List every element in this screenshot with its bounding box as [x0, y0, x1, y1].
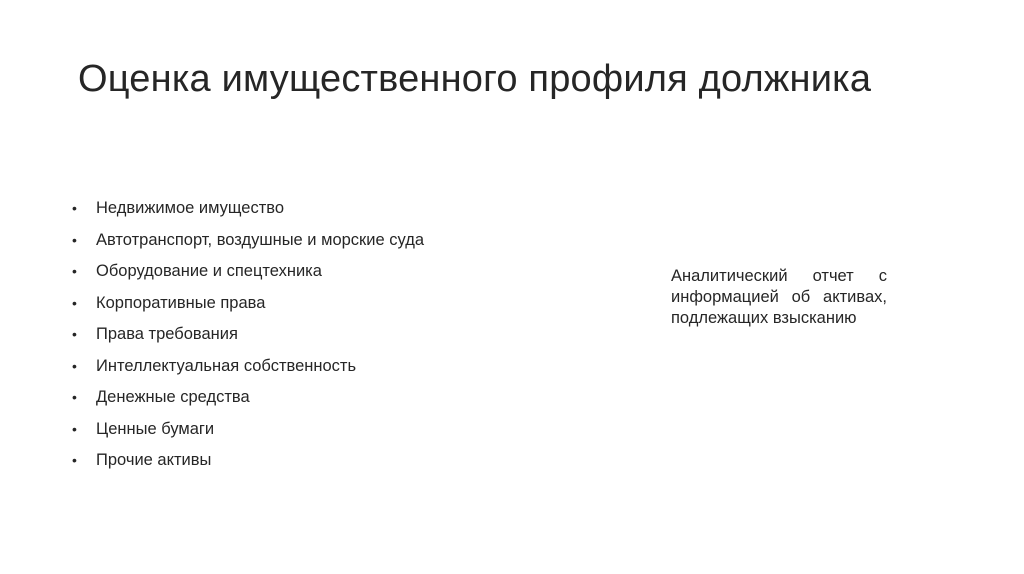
- bullet-icon: •: [72, 389, 77, 405]
- list-item: [72, 420, 552, 452]
- bullet-icon: •: [72, 200, 77, 216]
- list-item-label: Ценные бумаги: [96, 419, 215, 438]
- bullet-icon: •: [72, 420, 77, 437]
- list-item-label: Недвижимое имущество: [96, 199, 285, 217]
- list-item: [72, 451, 552, 483]
- bullet-icon: •: [72, 452, 77, 468]
- list-item: [72, 294, 552, 326]
- bullet-icon: •: [72, 263, 77, 279]
- list-item-label: Права требования: [96, 325, 238, 343]
- list-item-label: Прочие активы: [96, 451, 212, 469]
- list-item: [72, 357, 552, 389]
- bullet-icon: •: [72, 231, 77, 248]
- list-item-label: Корпоративные права: [96, 293, 266, 312]
- slide-title: Оценка имущественного профиля должника: [78, 58, 872, 100]
- list-item-label: Оборудование и спецтехника: [96, 262, 322, 280]
- list-item: [72, 325, 552, 357]
- bullet-icon: •: [72, 357, 77, 374]
- list-item-label: Денежные средства: [96, 388, 250, 406]
- report-note: Аналитический отчет с информацией об активах, подлежащих взысканию: [671, 267, 887, 327]
- bullet-icon: •: [72, 326, 77, 342]
- list-item-label: Автотранспорт, воздушные и морские суда: [96, 230, 425, 249]
- list-item: [72, 231, 552, 263]
- list-item: [72, 262, 552, 294]
- asset-list: [72, 199, 552, 483]
- list-item: [72, 199, 552, 231]
- bullet-icon: •: [72, 294, 77, 311]
- list-item: [72, 388, 552, 420]
- list-item-label: Интеллектуальная собственность: [96, 356, 357, 375]
